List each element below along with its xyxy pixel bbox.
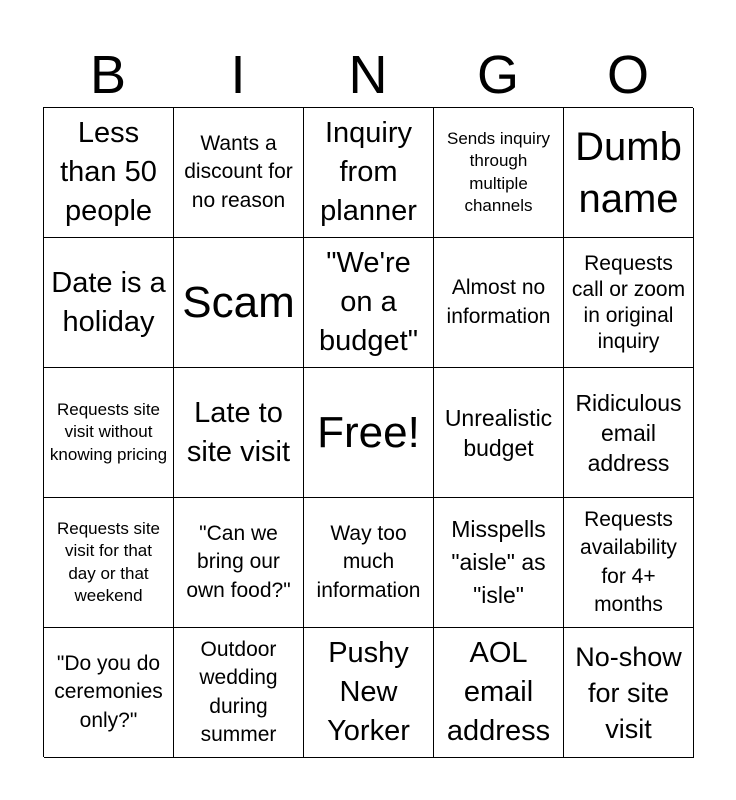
cell-text: Way too much information	[316, 521, 421, 602]
cell-text: No-show for site visit	[575, 641, 682, 744]
cell-text: Requests call or zoom in original inquiry	[571, 251, 686, 353]
bingo-cell-n2[interactable]	[304, 238, 434, 368]
cell-text: Requests site visit for that day or that weekend	[57, 518, 160, 605]
cell-text: Inquiry from planner	[320, 117, 417, 227]
cell-text: Wants a discount for no reason	[184, 131, 293, 212]
bingo-board	[43, 107, 693, 757]
cell-text: Requests availability for 4+ months	[580, 507, 677, 616]
bingo-cell-o4[interactable]	[564, 498, 694, 628]
bingo-cell-o1[interactable]	[564, 108, 694, 238]
bingo-cell-b3[interactable]	[44, 368, 174, 498]
header-letter-o: O	[606, 45, 649, 105]
cell-text: Less than 50 people	[60, 117, 157, 227]
cell-text: Ridiculous email address	[575, 389, 682, 476]
cell-text: Pushy New Yorker	[327, 637, 410, 747]
bingo-cell-i3[interactable]	[174, 368, 304, 498]
bingo-cell-o3[interactable]	[564, 368, 694, 498]
bingo-cell-n1[interactable]	[304, 108, 434, 238]
bingo-cell-n4[interactable]	[304, 498, 434, 628]
cell-text: "We're on a budget"	[319, 247, 418, 357]
bingo-cell-i1[interactable]	[174, 108, 304, 238]
bingo-header	[43, 42, 693, 108]
bingo-cell-g1[interactable]	[434, 108, 564, 238]
bingo-cell-o2[interactable]	[564, 238, 694, 368]
bingo-cell-b2[interactable]	[44, 238, 174, 368]
bingo-cell-b5[interactable]	[44, 628, 174, 758]
bingo-cell-i2[interactable]	[174, 238, 304, 368]
bingo-cell-g3[interactable]	[434, 368, 564, 498]
header-letter-g: G	[476, 45, 519, 105]
cell-text: Almost no information	[446, 276, 551, 328]
bingo-cell-i5[interactable]	[174, 628, 304, 758]
header-letter-i: I	[230, 45, 246, 105]
bingo-cell-o5[interactable]	[564, 628, 694, 758]
bingo-cell-i4[interactable]	[174, 498, 304, 628]
cell-text: Date is a holiday	[51, 266, 166, 338]
cell-text: Free!	[317, 407, 420, 457]
cell-text: Outdoor wedding during summer	[199, 637, 278, 746]
bingo-cell-b1[interactable]	[44, 108, 174, 238]
cell-text: Scam	[182, 277, 295, 327]
free-space[interactable]	[304, 368, 434, 498]
bingo-cell-b4[interactable]	[44, 498, 174, 628]
cell-text: Late to site visit	[186, 396, 291, 468]
header-letter-b: B	[89, 45, 127, 105]
cell-text: "Can we bring our own food?"	[186, 521, 291, 602]
bingo-cell-g2[interactable]	[434, 238, 564, 368]
cell-text: Sends inquiry through multiple channels	[446, 128, 550, 215]
bingo-cell-n5[interactable]	[304, 628, 434, 758]
cell-text: Unrealistic budget	[444, 404, 553, 461]
cell-text: Dumb name	[575, 124, 682, 221]
header-letter-n: N	[348, 45, 388, 105]
cell-text: Requests site visit without knowing pricing	[49, 399, 168, 464]
bingo-cell-g5[interactable]	[434, 628, 564, 758]
cell-text: AOL email address	[446, 637, 551, 747]
bingo-cell-g4[interactable]	[434, 498, 564, 628]
cell-text: "Do you do ceremonies only?"	[54, 651, 163, 732]
cell-text: Misspells "aisle" as "isle"	[451, 516, 546, 608]
